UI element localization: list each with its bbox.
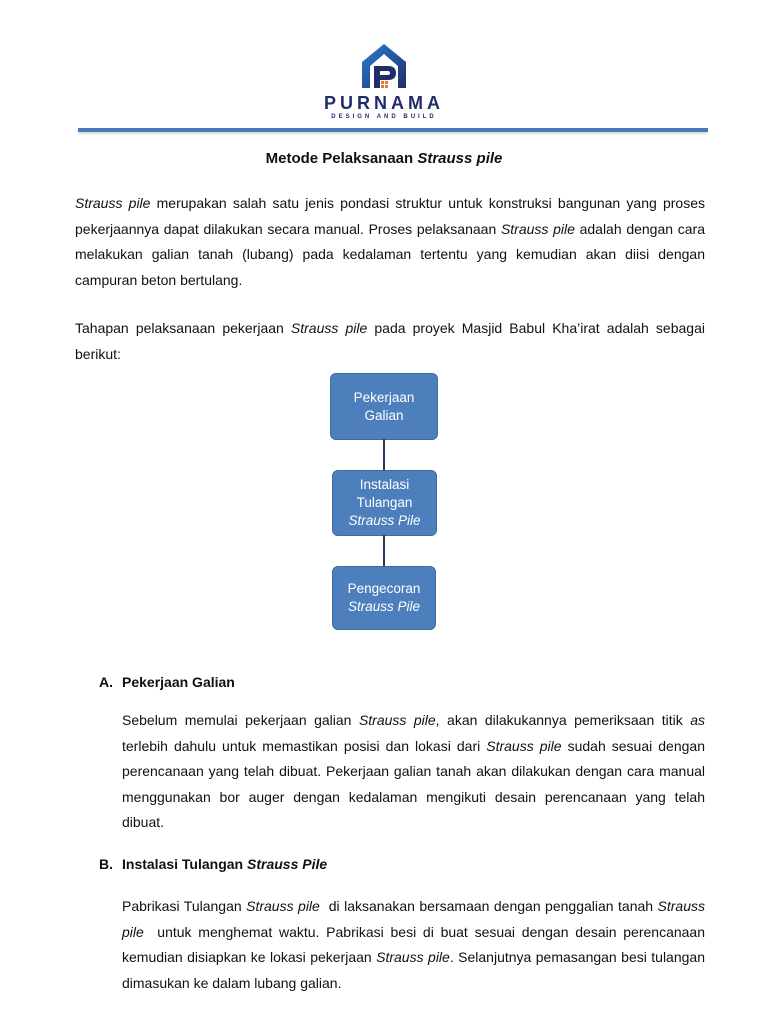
flow-step-instalasi: Instalasi Tulangan Strauss Pile <box>332 470 437 536</box>
brand-tagline: DESIGN AND BUILD <box>331 114 437 120</box>
flow-step-pengecoran: Pengecoran Strauss Pile <box>332 566 436 630</box>
house-logo-icon <box>358 40 410 92</box>
title-emphasis: Strauss pile <box>417 150 503 167</box>
header-divider <box>78 128 708 132</box>
stages-intro-paragraph: Tahapan pelaksanaan pekerjaan Strauss pile pada proyek Masjid Babul Kha’irat adalah sebagai berikut: <box>75 320 705 362</box>
flow-step-galian: Pekerjaan Galian <box>330 373 438 440</box>
flow-connector <box>383 535 385 566</box>
intro-paragraph: Strauss pile merupakan salah satu jenis pondasi struktur untuk konstruksi bangunan yang proses pekerjaannya dapat dilakukan secara manual. Proses pelaksanaan Strauss pile adalah dengan cara melakukan galian tanah (lubang) pada kedalaman tertentu yang kemudian akan diisi dengan campuran beton bertulang. <box>75 195 705 288</box>
section-b-heading: B. Instalasi Tulangan Strauss Pile <box>99 856 328 872</box>
section-b-paragraph: Pabrikasi Tulangan Strauss pile di laksanakan bersamaan dengan penggalian tanah Strauss pile untuk menghemat waktu. Pabrikasi besi di buat sesuai dengan desain perencanaan kemudian disiapkan ke lokasi pekerjaan Strauss pile. Selanjutnya pemasangan besi tulangan dimasukan ke dalam lubang galian. <box>122 898 709 991</box>
company-logo <box>0 40 768 92</box>
page-title <box>0 150 768 167</box>
flow-connector <box>383 439 385 470</box>
section-a-heading: A. Pekerjaan Galian <box>99 674 235 690</box>
brand-name: PURNAMA <box>324 93 444 113</box>
section-a-paragraph: Sebelum memulai pekerjaan galian Strauss pile, akan dilakukannya pemeriksaan titik as terlebih dahulu untuk memastikan posisi dan lokasi dari Strauss pile sudah sesuai dengan perencanaan yang telah dibuat. Pekerjaan galian tanah akan dilakukan dengan cara manual menggunakan bor auger dengan kedalaman mengikuti desain perencanaan yang telah dibuat. <box>122 712 705 830</box>
title-text: Metode Pelaksanaan <box>265 150 418 167</box>
